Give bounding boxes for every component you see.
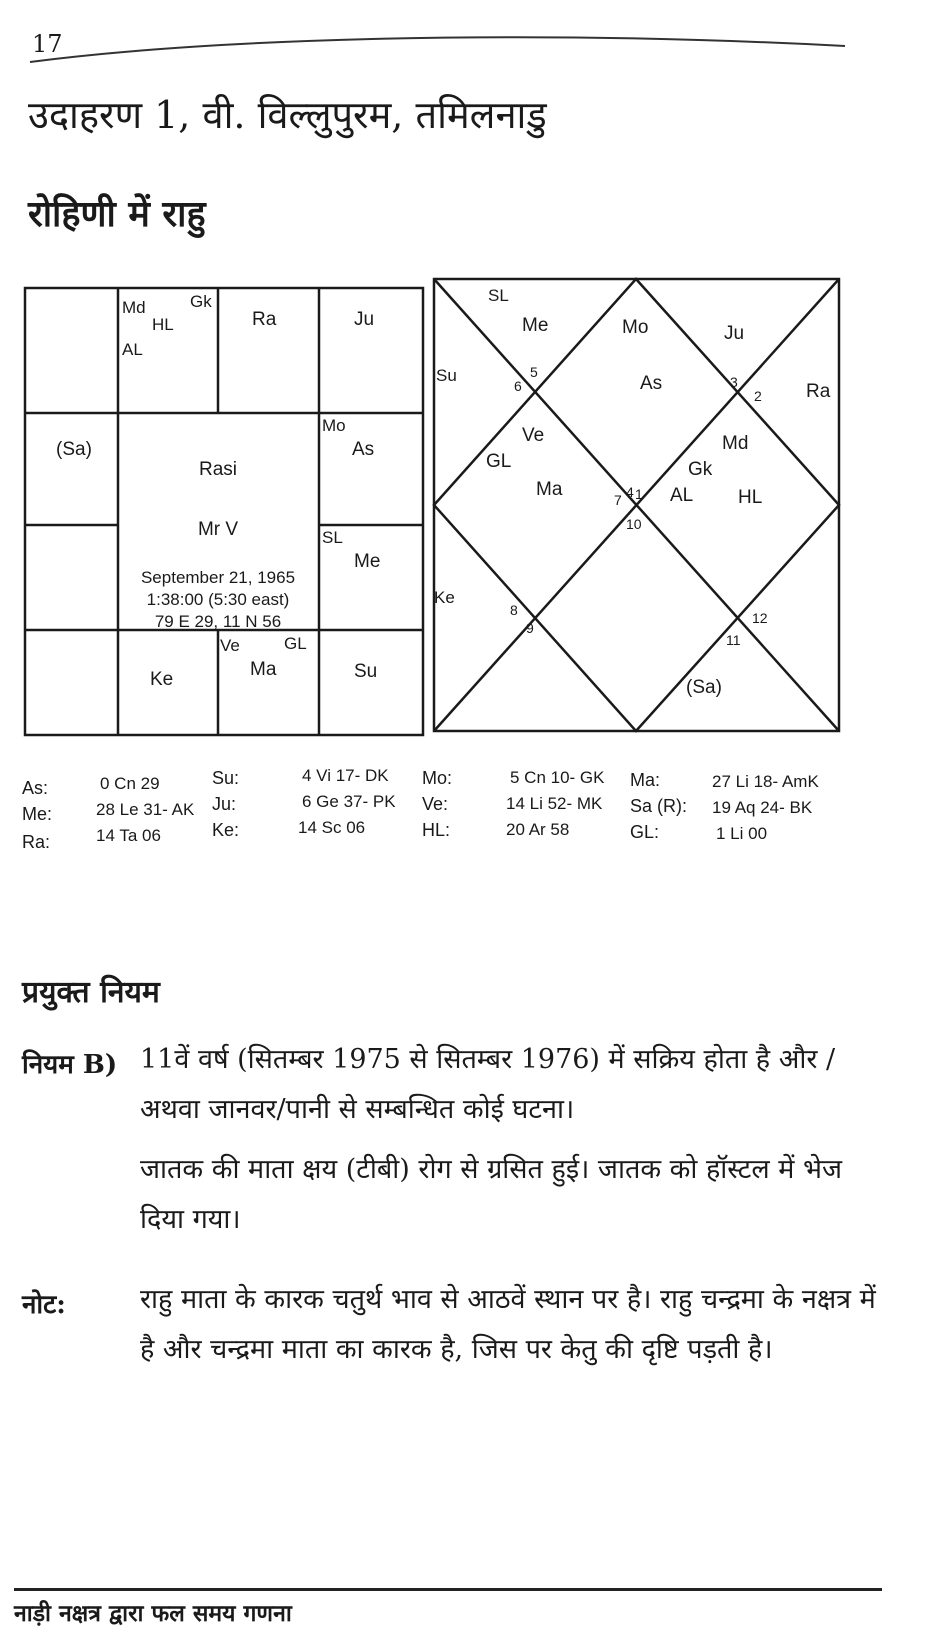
planet-name: Mo: [422, 768, 453, 788]
north-ke: Ke [434, 588, 455, 607]
rasi-sl: SL [322, 528, 343, 547]
planet-value: 0 Cn 29 [100, 774, 160, 793]
page-title: उदाहरण 1, वी. विल्लुपुरम, तमिलनाडु [28, 93, 547, 137]
planet-name: GL: [630, 822, 660, 842]
rasi-md: Md [122, 298, 146, 317]
north-house-10: 10 [626, 516, 642, 532]
north-house-3: 3 [730, 374, 738, 390]
rasi-ve: Ve [220, 636, 240, 655]
result-text: जातक की माता क्षय (टीबी) रोग से ग्रसित हुई। जातक को हॉस्टल में भेज दिया गया। [140, 1154, 843, 1235]
rasi-ke: Ke [150, 669, 174, 690]
rasi-center-title: Rasi [198, 459, 238, 480]
rule-b-text: 11वें वर्ष (सितम्बर 1975 से सितम्बर 1976) में सक्रिय होता है और /अथवा जानवर/पानी से सम्बन्धित कोई घटना। [140, 1044, 836, 1125]
north-sl: SL [488, 286, 509, 305]
planet-value: 1 Li 00 [716, 824, 768, 843]
north-house-2: 2 [754, 388, 762, 404]
header-rule [0, 0, 935, 80]
rasi-al: AL [122, 340, 143, 359]
planet-value: 14 Ta 06 [96, 826, 161, 845]
rasi-chart [22, 285, 427, 740]
planet-value: 19 Aq 24- BK [712, 798, 813, 817]
rasi-center-date: September 21, 1965 [140, 568, 296, 587]
rasi-ma: Ma [250, 659, 277, 680]
rasi-as: As [352, 439, 375, 460]
north-ju: Ju [724, 323, 745, 344]
north-ma: Ma [536, 479, 563, 500]
planet-value: 28 Le 31- AK [96, 800, 195, 819]
planet-name: As: [22, 778, 49, 798]
north-ve: Ve [522, 425, 545, 446]
planet-name: Ke: [212, 820, 240, 840]
north-house-1: 1 [635, 486, 643, 502]
north-house-7: 7 [614, 492, 622, 508]
page-number: 17 [32, 30, 63, 58]
north-indian-chart [430, 275, 845, 740]
north-gl: GL [486, 451, 512, 472]
north-al: AL [670, 485, 694, 506]
north-as: As [640, 373, 663, 394]
planet-name: Me: [22, 804, 53, 824]
north-house-11: 11 [726, 632, 741, 648]
north-house-5: 5 [530, 364, 538, 380]
planet-name: Su: [212, 768, 240, 788]
rasi-su: Su [354, 661, 378, 682]
north-ra: Ra [806, 381, 831, 402]
planet-value: 20 Ar 58 [506, 820, 570, 839]
planet-name: Ve: [422, 794, 449, 814]
planet-positions-table [22, 766, 892, 878]
rasi-gl: GL [284, 634, 307, 653]
north-md: Md [722, 433, 749, 454]
north-su: Su [436, 366, 457, 385]
north-house-6: 6 [514, 378, 522, 394]
planet-value: 27 Li 18- AmK [712, 772, 819, 791]
note-label: नोट: [22, 1290, 66, 1320]
north-house-12: 12 [752, 610, 768, 626]
north-me: Me [522, 315, 549, 336]
north-house-8: 8 [510, 602, 518, 618]
planet-name: Sa (R): [630, 796, 688, 816]
north-hl: HL [738, 487, 763, 508]
rasi-ra: Ra [252, 309, 277, 330]
rasi-center-coords: 79 E 29, 11 N 56 [154, 612, 282, 631]
planet-name: Ma: [630, 770, 661, 790]
north-house-4: 4 [626, 484, 634, 500]
planet-value: 5 Cn 10- GK [510, 768, 605, 787]
rasi-sa: (Sa) [56, 439, 92, 460]
planet-value: 4 Vi 17- DK [302, 766, 389, 785]
footer-text: नाड़ी नक्षत्र द्वारा फल समय गणना [14, 1601, 292, 1627]
planet-name: Ra: [22, 832, 51, 852]
north-house-9: 9 [526, 620, 534, 636]
rules-heading: प्रयुक्त नियम [22, 975, 160, 1010]
note-text: राहु माता के कारक चतुर्थ भाव से आठवें स्थान पर है। राहु चन्द्रमा के नक्षत्र में है और चन्द्रमा माता का कारक है, जिस पर केतु की दृष्टि पड़ती है। [140, 1284, 876, 1365]
north-sa: (Sa) [686, 677, 722, 698]
planet-name: HL: [422, 820, 451, 840]
rasi-hl: HL [152, 315, 174, 334]
rasi-gk: Gk [190, 292, 212, 311]
rasi-center-time: 1:38:00 (5:30 east) [146, 590, 290, 609]
planet-name: Ju: [212, 794, 237, 814]
planet-value: 14 Sc 06 [298, 818, 366, 837]
rasi-ju: Ju [354, 309, 375, 330]
footer-rule [14, 1588, 882, 1591]
rasi-mo: Mo [322, 416, 346, 435]
rasi-me: Me [354, 551, 381, 572]
planet-value: 6 Ge 37- PK [302, 792, 396, 811]
north-mo: Mo [622, 317, 649, 338]
north-gk: Gk [688, 459, 713, 480]
rule-b-label: नियम B) [22, 1050, 118, 1080]
planet-value: 14 Li 52- MK [506, 794, 603, 813]
page-subtitle: रोहिणी में राहु [28, 193, 206, 235]
rasi-center-name: Mr V [197, 519, 239, 540]
